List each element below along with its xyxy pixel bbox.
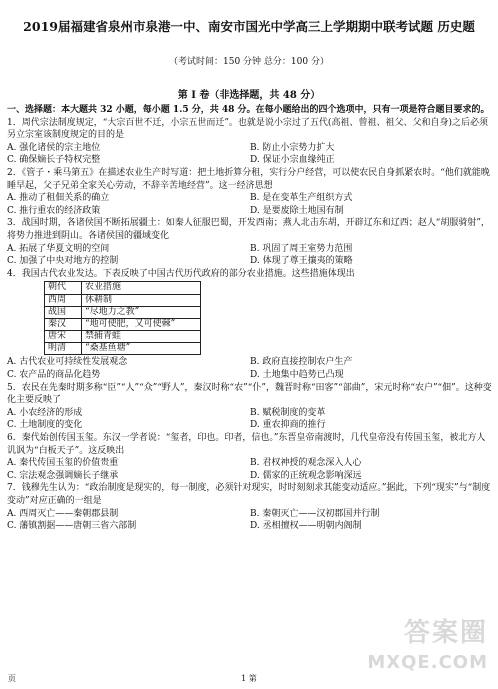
option-row [7, 205, 493, 218]
option: C. 藩镇割据——唐朝三省六部制 [7, 521, 137, 532]
option-row [7, 520, 493, 533]
option: B. 政府直接控制农户生产 [250, 357, 353, 368]
option: C. 推行重农的经济政策 [7, 205, 101, 216]
option: A. 小农经济的形成 [7, 407, 83, 418]
option: A. 秦代传国玉玺的价值贵重 [7, 458, 119, 469]
watermark-url: MXQE.COM [367, 652, 488, 673]
table-cell: “桑基鱼塘” [82, 343, 201, 355]
table-cell: 禁捕青蛙 [82, 331, 201, 343]
question-stem: 2．《管子・乘马第五》在描述农业生产时写道：把土地折算分租，实行分户经营，可以使农民自身抓紧农时。“他们就能晚睡早起，父子兄弟全家关心劳动，不辞辛苦地经营”。这一经济思想 [7, 167, 490, 191]
footer-left: 页 [8, 674, 16, 683]
option: A. 西周灭亡——秦朝郡县制 [7, 508, 119, 519]
table-header: 朝代 [45, 282, 82, 294]
watermark-logo [367, 612, 492, 682]
option: D. 土地集中趋势已凸现 [250, 370, 344, 381]
option-row [7, 457, 493, 470]
table-cell: 西周 [45, 294, 82, 306]
watermark-text: 答案圈 [403, 618, 488, 648]
option-row [7, 255, 493, 268]
option-row [7, 154, 493, 167]
option: C. 农产品的商品化趋势 [7, 370, 101, 381]
option: D. 丞相擅权——明朝内阁制 [250, 521, 362, 532]
option-row [7, 369, 493, 382]
policy-table [44, 281, 201, 355]
option: D. 是要废除土地国有制 [250, 205, 344, 216]
option: C. 加强了中央对地方的控制 [7, 256, 119, 267]
option-row [7, 470, 493, 483]
option-row [7, 356, 493, 369]
option: A. 强化诸侯的宗主地位 [7, 142, 101, 153]
option: B. 秦朝灭亡——汉初郡国并行制 [250, 508, 380, 519]
table-cell: 唐宋 [45, 331, 82, 343]
option: C. 土地制度的变化 [7, 420, 83, 431]
exam-subtitle: （考试时间：150 分钟 总分：100 分） [169, 57, 329, 67]
option: B. 是在变革生产组织方式 [250, 193, 353, 204]
table-row [45, 331, 201, 343]
question-stem: 6．秦代始创传国玉玺。东汉一学者说：“玺者，印也。印者，信也。”东晋皇帝南渡时，几代皇帝没有传国玉玺，被北方人讥讽为“白板天子”。这反映出 [7, 433, 486, 456]
option: D. 重农抑商的推行 [250, 420, 326, 431]
table-row [45, 318, 201, 330]
table-header-row [45, 282, 201, 294]
section-instruction: 一、选择题：本大题共 32 小题，每小题 1.5 分，共 48 分。在每小题给出的四个选项中，只有一项是符合题目要求的。 [7, 105, 490, 115]
option: D. 保证小宗血缘纯正 [250, 155, 335, 166]
table-header: 农业措施 [82, 282, 201, 294]
question-list [7, 104, 493, 533]
option-row [7, 508, 493, 521]
question-stem: 3．战国时期，各诸侯国不断拓展疆土：如秦人征服巴蜀，开发西南；燕人北击东胡，开辟辽东和辽西；赵人“胡服骑射”，将势力推进到阴山。各诸侯国的疆域变化 [7, 218, 490, 241]
option: A. 古代农业可持续性发展观念 [7, 357, 128, 368]
option-row [7, 243, 493, 256]
question-stem: 5．农民在先秦时期多称“臣”“人”“众”“野人”，秦汉时称“农”“仆”，魏晋时称“田客”“部曲”，宋元时称“农户”“佃”。这种变化主要反映了 [7, 382, 492, 406]
option: C. 宗法观念强调嫡长子继承 [7, 470, 119, 481]
table-row [45, 294, 201, 306]
exam-title: 2019届福建省泉州市泉港一中、南安市国光中学高三上学期期中联考试题 历史题 [23, 19, 475, 34]
option: B. 巩固了周王室势力范围 [250, 243, 353, 254]
table-cell: 战国 [45, 306, 82, 318]
question-stem: 1．周代宗法制度规定，“大宗百世不迁，小宗五世而迁”。也就是说小宗过了五代(高祖、曾祖、祖父、父和自身)之后必须另立宗室该制度规定的目的是 [7, 117, 488, 141]
option: B. 赋税制度的变革 [250, 407, 326, 418]
option: A. 推动了租佃关系的确立 [7, 193, 110, 204]
table-cell: 休耕制 [82, 294, 201, 306]
option: B. 君权神授的观念深入人心 [250, 458, 362, 469]
option-row [7, 192, 493, 205]
table-cell: 秦汉 [45, 318, 82, 330]
question-stem: 7．钱穆先生认为：“政治制度是现实的，每一制度，必须针对现实，时时刻刻求其能变动适应。”据此，下列“现实”与“制度变动”对应正确的一组是 [7, 483, 491, 506]
option: C. 确保嫡长子特权完整 [7, 155, 101, 166]
option-row [7, 142, 493, 155]
section-title: 第 I 卷（非选择题，共 48 分） [177, 90, 321, 101]
option-row [7, 419, 493, 432]
table-cell: “地可使肥，又可使棘” [82, 318, 201, 330]
option-row [7, 407, 493, 420]
option: A. 拓展了华夏文明的空间 [7, 243, 110, 254]
option: B. 防止小宗势力扩大 [250, 142, 335, 153]
option: D. 体现了尊王攘夷的策略 [250, 256, 353, 267]
question-stem: 4．我国古代农业发达。下表反映了中国古代历代政府的部分农业措施。这些措施体现出 [7, 268, 355, 279]
table-cell: 明清 [45, 343, 82, 355]
table-row [45, 343, 201, 355]
option: D. 儒家的正统观念影响深远 [250, 470, 362, 481]
table-row [45, 306, 201, 318]
page-number: 1 第 [241, 674, 257, 683]
table-cell: “尽地力之教” [82, 306, 201, 318]
